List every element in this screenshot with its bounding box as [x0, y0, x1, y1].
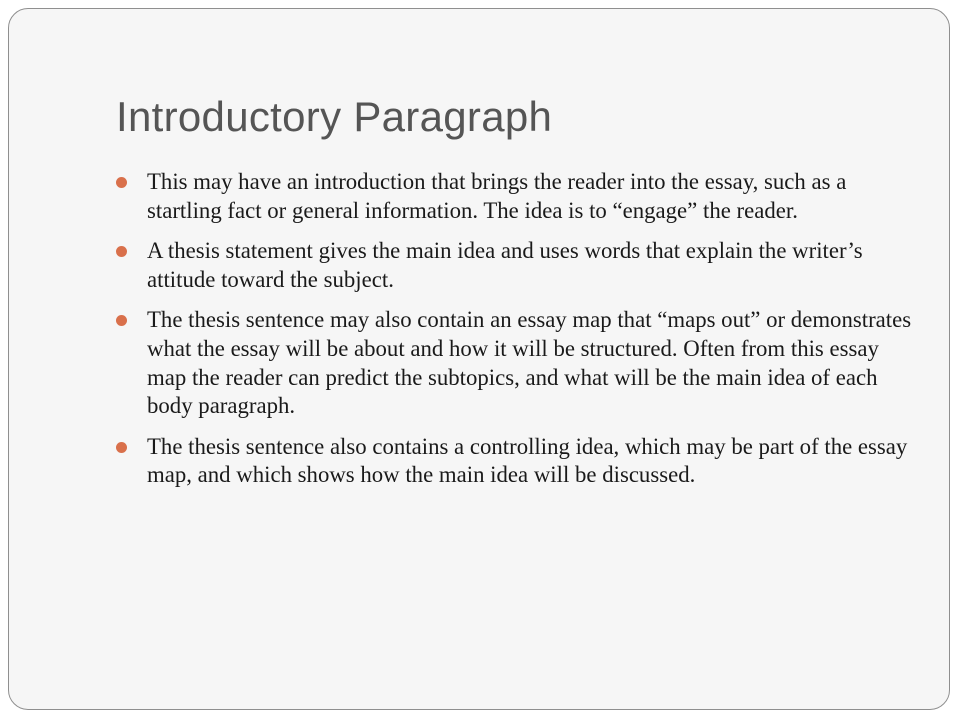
bullet-text: The thesis sentence may also contain an essay map that “maps out” or demonstrates what the essay will be about and how it will be structured. Often from this essay map the reader can predict the subtopics, and what will be the main idea of each body paragraph.	[147, 307, 912, 419]
bullet-list	[116, 168, 916, 502]
slide-title: Introductory Paragraph	[116, 93, 553, 140]
bullet-item-3	[116, 306, 916, 420]
bullet-item-1	[116, 168, 916, 225]
bullet-text: This may have an introduction that brings the reader into the essay, such as a startling fact or general information. The idea is to “engage” the reader.	[147, 169, 847, 223]
bullet-item-4	[116, 433, 916, 490]
bullet-text: A thesis statement gives the main idea and uses words that explain the writer’s attitude toward the subject.	[147, 238, 863, 292]
bullet-text: The thesis sentence also contains a controlling idea, which may be part of the essay map, and which shows how the main idea will be discussed.	[147, 433, 908, 488]
bullet-dot-icon	[116, 177, 127, 188]
bullet-item-2	[116, 237, 916, 294]
bullet-dot-icon	[116, 442, 127, 453]
bullet-dot-icon	[116, 246, 127, 257]
slide-frame	[8, 8, 950, 710]
bullet-dot-icon	[116, 315, 127, 326]
